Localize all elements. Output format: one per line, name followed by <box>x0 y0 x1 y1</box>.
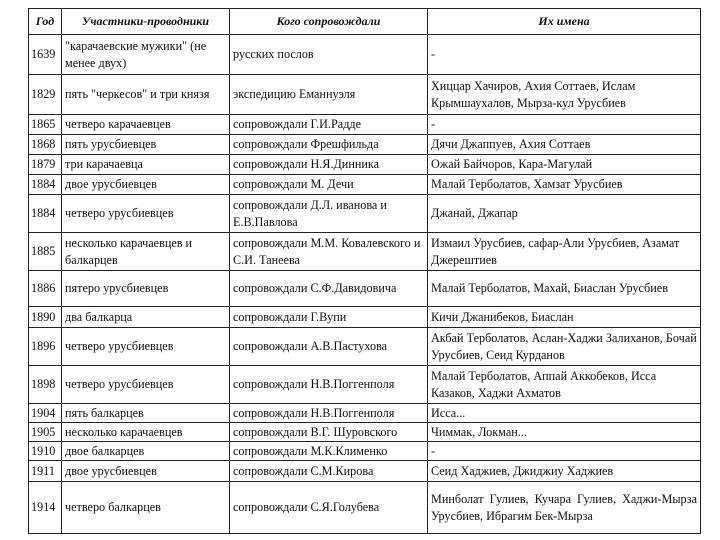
escorted-cell: сопровождали Г.Вупи <box>230 307 428 328</box>
year-cell: 1904 <box>29 404 62 423</box>
year-cell: 1911 <box>29 461 62 482</box>
guides-cell: "карачаевские мужики" (не менее двух) <box>62 35 230 75</box>
guides-cell: два балкарца <box>62 307 230 328</box>
names-cell: Минболат Гулиев, Кучара Гулиев, Хаджи-Мырза Урусбиев, Ибрагим Бек-Мырза <box>428 482 701 534</box>
names-cell: - <box>428 442 701 461</box>
header-names: Их имена <box>428 9 701 35</box>
table-row <box>29 307 701 328</box>
year-cell: 1865 <box>29 115 62 135</box>
year-cell: 1884 <box>29 195 62 233</box>
year-cell: 1890 <box>29 307 62 328</box>
table-row <box>29 233 701 271</box>
table-row <box>29 271 701 307</box>
guides-cell: четверо урусбиевцев <box>62 366 230 404</box>
escorted-cell: сопровождали С.Ф.Давидовича <box>230 271 428 307</box>
table-row <box>29 404 701 423</box>
escorted-cell: русских послов <box>230 35 428 75</box>
year-cell: 1868 <box>29 135 62 155</box>
year-cell: 1829 <box>29 75 62 115</box>
table-row <box>29 195 701 233</box>
escorted-cell: сопровождали Фрешфильда <box>230 135 428 155</box>
table-row <box>29 35 701 75</box>
year-cell: 1898 <box>29 366 62 404</box>
escorted-cell: сопровождали Н.В.Поггенполя <box>230 404 428 423</box>
table-row <box>29 482 701 534</box>
year-cell: 1885 <box>29 233 62 271</box>
guides-cell: пятеро урусбиевцев <box>62 271 230 307</box>
names-cell: Чиммак, Локман... <box>428 423 701 442</box>
escorted-cell: экспедицию Еманнуэля <box>230 75 428 115</box>
names-cell: Ожай Байчоров, Кара-Магулай <box>428 155 701 175</box>
escorted-cell: сопровождали С.М.Кирова <box>230 461 428 482</box>
names-cell: Дячи Джаппуев, Ахия Соттаев <box>428 135 701 155</box>
guides-cell: пять "черкесов" и три князя <box>62 75 230 115</box>
guides-cell: четверо урусбиевцев <box>62 195 230 233</box>
guides-cell: двое урусбиевцев <box>62 175 230 195</box>
names-cell: Исса... <box>428 404 701 423</box>
table-row <box>29 135 701 155</box>
guides-table-wrapper <box>28 8 700 534</box>
escorted-cell: сопровождали Д.Л. иванова и Е.В.Павлова <box>230 195 428 233</box>
table-row <box>29 366 701 404</box>
table-row <box>29 155 701 175</box>
escorted-cell: сопровождали Г.И.Радде <box>230 115 428 135</box>
names-cell: - <box>428 35 701 75</box>
names-cell: Малай Терболатов, Махай, Биаслан Урусбиев <box>428 271 701 307</box>
table-row <box>29 75 701 115</box>
escorted-cell: сопровождали В.Г. Шуровского <box>230 423 428 442</box>
year-cell: 1886 <box>29 271 62 307</box>
names-cell: Малай Терболатов, Хамзат Урусбиев <box>428 175 701 195</box>
names-cell: Хиццар Хачиров, Ахия Соттаев, Ислам Крымшаухалов, Мырза-кул Урусбиев <box>428 75 701 115</box>
year-cell: 1639 <box>29 35 62 75</box>
guides-table <box>28 8 701 534</box>
year-cell: 1884 <box>29 175 62 195</box>
guides-cell: несколько карачаевцев и балкарцев <box>62 233 230 271</box>
guides-cell: четверо балкарцев <box>62 482 230 534</box>
escorted-cell: сопровождали С.Я.Голубева <box>230 482 428 534</box>
names-cell: Кичи Джанибеков, Биаслан <box>428 307 701 328</box>
names-cell: Джанай, Джапар <box>428 195 701 233</box>
header-escorted: Кого сопровождали <box>230 9 428 35</box>
table-row <box>29 328 701 366</box>
header-year: Год <box>29 9 62 35</box>
names-cell: Измаил Урусбиев, сафар-Али Урусбиев, Азамат Джерештиев <box>428 233 701 271</box>
table-row <box>29 442 701 461</box>
escorted-cell: сопровождали Н.Я.Динника <box>230 155 428 175</box>
guides-cell: четверо урусбиевцев <box>62 328 230 366</box>
guides-cell: несколько карачаевцев <box>62 423 230 442</box>
names-cell: Сеид Хаджиев, Джиджиу Хаджиев <box>428 461 701 482</box>
escorted-cell: сопровождали А.В.Пастухова <box>230 328 428 366</box>
names-cell: Акбай Терболатов, Аслан-Хаджи Залиханов, Бочай Урусбиев, Сеид Курданов <box>428 328 701 366</box>
names-cell: Малай Терболатов, Аппай Аккобеков, Исса Казаков, Хаджи Ахматов <box>428 366 701 404</box>
escorted-cell: сопровождали М.К.Клименко <box>230 442 428 461</box>
escorted-cell: сопровождали М.М. Ковалевского и С.И. Танеева <box>230 233 428 271</box>
year-cell: 1914 <box>29 482 62 534</box>
escorted-cell: сопровождали М. Дечи <box>230 175 428 195</box>
table-row <box>29 175 701 195</box>
guides-cell: пять урусбиевцев <box>62 135 230 155</box>
year-cell: 1896 <box>29 328 62 366</box>
guides-cell: пять балкарцев <box>62 404 230 423</box>
guides-cell: четверо карачаевцев <box>62 115 230 135</box>
header-guides: Участники-проводники <box>62 9 230 35</box>
guides-cell: двое урусбиевцев <box>62 461 230 482</box>
table-row <box>29 115 701 135</box>
guides-cell: двое балкарцев <box>62 442 230 461</box>
year-cell: 1910 <box>29 442 62 461</box>
table-row <box>29 423 701 442</box>
escorted-cell: сопровождали Н.В.Поггенполя <box>230 366 428 404</box>
table-row <box>29 461 701 482</box>
guides-cell: три карачаевца <box>62 155 230 175</box>
year-cell: 1905 <box>29 423 62 442</box>
year-cell: 1879 <box>29 155 62 175</box>
table-header-row <box>29 9 701 35</box>
names-cell: - <box>428 115 701 135</box>
